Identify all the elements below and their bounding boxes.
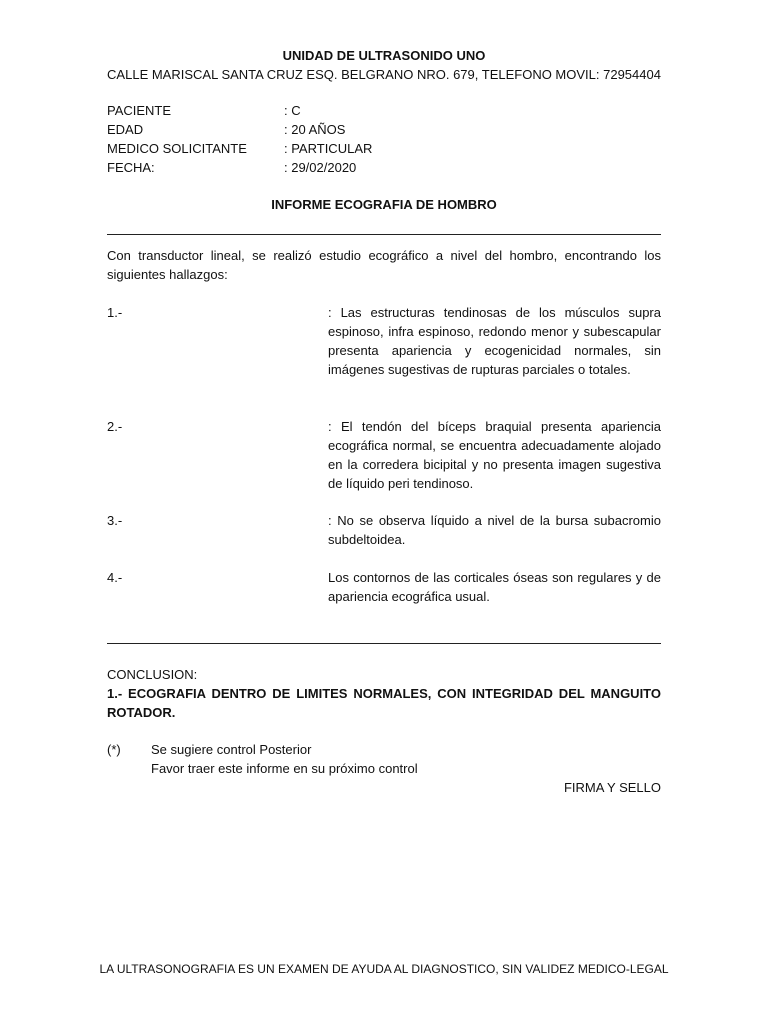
- note-block: [151, 740, 661, 778]
- top-divider: [107, 234, 661, 235]
- note-line: Favor traer este informe en su próximo control: [151, 761, 418, 776]
- report-title: INFORME ECOGRAFIA DE HOMBRO: [271, 197, 497, 212]
- date-row: [107, 158, 661, 177]
- clinic-title: UNIDAD DE ULTRASONIDO UNO: [282, 48, 486, 63]
- finding-number: 3.-: [107, 513, 123, 528]
- bottom-divider: [107, 643, 661, 644]
- report-intro: Con transductor lineal, se realizó estudio ecográfico a nivel del hombro, encontrando los siguientes hallazgos:: [107, 248, 661, 282]
- finding-text: : No se observa líquido a nivel de la bursa subacromio subdeltoidea.: [328, 513, 661, 547]
- conclusion-text: 1.- ECOGRAFIA DENTRO DE LIMITES NORMALES, CON INTEGRIDAD DEL MANGUITO ROTADOR.: [107, 686, 661, 720]
- finding-number: 2.-: [107, 419, 123, 434]
- age-value: : 20 AÑOS: [284, 122, 346, 137]
- clinic-address: CALLE MARISCAL SANTA CRUZ ESQ. BELGRANO NRO. 679, TELEFONO MOVIL: 72954404: [107, 67, 661, 82]
- age-row: [107, 120, 661, 139]
- date-label: FECHA:: [107, 160, 155, 175]
- age-label: EDAD: [107, 122, 144, 137]
- footer-disclaimer: LA ULTRASONOGRAFIA ES UN EXAMEN DE AYUDA AL DIAGNOSTICO, SIN VALIDEZ MEDICO-LEGAL: [99, 962, 669, 976]
- signature-label: FIRMA Y SELLO: [563, 780, 661, 795]
- doctor-row: [107, 139, 661, 158]
- finding-text: : El tendón del bíceps braquial presenta apariencia ecográfica normal, se encuentra adecuadamente alojado en la corredera bicipital y no presenta imagen sugestiva de líquido peri tendinoso.: [328, 419, 661, 491]
- doctor-label: MEDICO SOLICITANTE: [107, 141, 247, 156]
- patient-label: PACIENTE: [107, 103, 172, 118]
- doctor-value: : PARTICULAR: [284, 141, 373, 156]
- date-value: : 29/02/2020: [284, 160, 357, 175]
- finding-text: Los contornos de las corticales óseas son regulares y de apariencia ecográfica usual.: [328, 570, 661, 604]
- conclusion-label: CONCLUSION:: [107, 667, 198, 682]
- note-line: Se sugiere control Posterior: [151, 742, 312, 757]
- report-document: [99, 0, 669, 1024]
- finding-text: : Las estructuras tendinosas de los músculos supra espinoso, infra espinoso, redondo menor y subescapular presenta apariencia y ecogenicidad normales, sin imágenes sugestivas de rupturas parciales o totales.: [328, 305, 661, 377]
- finding-number: 4.-: [107, 570, 123, 585]
- patient-row: [107, 101, 661, 120]
- finding-number: 1.-: [107, 305, 123, 320]
- patient-value: : C: [284, 103, 301, 118]
- note-marker: (*): [107, 742, 121, 757]
